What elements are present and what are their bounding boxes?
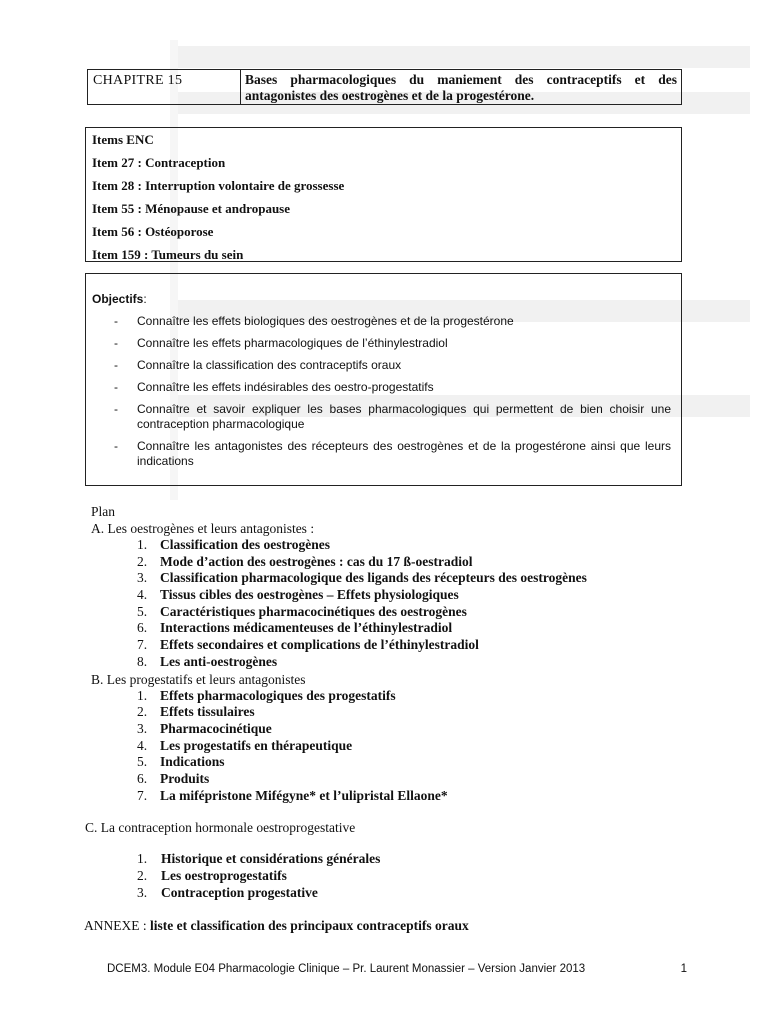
item-line: Item 28 : Interruption volontaire de grossesse bbox=[92, 178, 345, 193]
item-number: 3. bbox=[137, 570, 148, 586]
item-number: 6. bbox=[137, 770, 148, 786]
plan-item bbox=[137, 537, 691, 554]
objective-text: Connaître les antagonistes des récepteurs des oestrogènes et de la progestérone ainsi que leurs indications bbox=[137, 439, 671, 468]
plan-item bbox=[137, 771, 691, 788]
annexe-label: ANNEXE : bbox=[84, 918, 147, 933]
objectives-title bbox=[92, 292, 675, 306]
item-line: Item 27 : Contraception bbox=[92, 155, 226, 170]
item-text: Classification des oestrogènes bbox=[160, 537, 330, 552]
plan-item bbox=[137, 867, 380, 884]
plan-item bbox=[137, 688, 691, 705]
plan-item bbox=[137, 850, 380, 867]
item-text: Effets pharmacologiques des progestatifs bbox=[160, 687, 396, 703]
item-text: Contraception progestative bbox=[161, 885, 318, 900]
item-number: 1. bbox=[137, 687, 148, 703]
objective-item bbox=[92, 439, 675, 469]
bullet-dash: - bbox=[114, 358, 118, 372]
bullet-dash: - bbox=[114, 439, 118, 453]
plan-item bbox=[137, 604, 691, 621]
item-text: Les progestatifs en thérapeutique bbox=[160, 737, 353, 753]
item-text: Les oestroprogestatifs bbox=[161, 868, 287, 883]
page-number: 1 bbox=[680, 963, 687, 975]
objective-text: Connaître les effets biologiques des oestrogènes et de la progestérone bbox=[137, 314, 514, 328]
item-text: Interactions médicamenteuses de l’éthinylestradiol bbox=[160, 620, 453, 636]
item-text: Pharmacocinétique bbox=[160, 720, 272, 736]
footer-text: DCEM3. Module E04 Pharmacologie Clinique – Pr. Laurent Monassier – Version Janvier 2013 bbox=[107, 963, 586, 975]
section-b-list bbox=[91, 688, 691, 805]
objective-text: Connaître les effets pharmacologiques de l’éthinylestradiol bbox=[137, 336, 448, 350]
plan-item bbox=[137, 738, 691, 755]
section-c-list bbox=[137, 850, 380, 901]
item-line: Item 159 : Tumeurs du sein bbox=[92, 247, 244, 262]
plan-item bbox=[137, 704, 691, 721]
item-number: 4. bbox=[137, 737, 148, 753]
objective-item bbox=[92, 402, 675, 432]
item-number: 2. bbox=[137, 868, 148, 883]
objective-item bbox=[92, 358, 675, 373]
page-footer bbox=[107, 963, 687, 975]
items-heading: Items ENC bbox=[92, 132, 154, 147]
plan-item bbox=[137, 721, 691, 738]
bullet-dash: - bbox=[114, 402, 118, 416]
item-number: 6. bbox=[137, 620, 148, 636]
item-number: 7. bbox=[137, 637, 148, 653]
objectives-list bbox=[92, 314, 675, 469]
item-number: 5. bbox=[137, 754, 148, 770]
item-text: Mode d’action des oestrogènes : cas du 17 ß-oestradiol bbox=[160, 553, 473, 569]
plan-item bbox=[137, 554, 691, 571]
plan-item bbox=[137, 654, 691, 671]
objectives-box bbox=[85, 273, 682, 486]
plan-section bbox=[91, 503, 691, 804]
objective-item bbox=[92, 314, 675, 329]
item-number: 2. bbox=[137, 704, 148, 720]
item-text: Tissus cibles des oestrogènes – Effets physiologiques bbox=[160, 587, 459, 603]
item-text: Produits bbox=[160, 770, 210, 786]
items-enc-box bbox=[85, 127, 682, 262]
scan-stripe bbox=[178, 46, 750, 68]
item-number: 2. bbox=[137, 553, 148, 569]
item-number: 3. bbox=[137, 720, 148, 736]
item-line: Item 56 : Ostéoporose bbox=[92, 224, 214, 239]
item-text: Effets secondaires et complications de l’éthinylestradiol bbox=[160, 637, 479, 653]
item-number: 3. bbox=[137, 885, 148, 900]
section-b-heading: B. Les progestatifs et leurs antagonistes bbox=[91, 671, 306, 687]
bullet-dash: - bbox=[114, 314, 118, 328]
plan-item bbox=[137, 620, 691, 637]
item-text: Les anti-oestrogènes bbox=[160, 653, 278, 669]
chapter-label: CHAPITRE 15 bbox=[88, 70, 241, 104]
item-text: Caractéristiques pharmacocinétiques des oestrogènes bbox=[160, 603, 467, 619]
item-number: 4. bbox=[137, 587, 148, 603]
item-text: Classification pharmacologique des ligands des récepteurs des oestrogènes bbox=[160, 570, 587, 586]
chapter-header bbox=[87, 69, 682, 105]
objective-text: Connaître les effets indésirables des oestro-progestatifs bbox=[137, 380, 434, 394]
item-text: Historique et considérations générales bbox=[161, 851, 381, 866]
item-number: 7. bbox=[137, 787, 148, 803]
objective-text: Connaître et savoir expliquer les bases pharmacologiques qui permettent de bien choisir une contraception pharmacologique bbox=[137, 402, 671, 431]
plan-item bbox=[137, 788, 691, 805]
section-a-heading: A. Les oestrogènes et leurs antagonistes : bbox=[91, 521, 315, 536]
item-text: Effets tissulaires bbox=[160, 704, 255, 720]
plan-item bbox=[137, 570, 691, 587]
annexe-text: liste et classification des principaux contraceptifs oraux bbox=[150, 918, 469, 933]
objective-item bbox=[92, 380, 675, 395]
item-number: 8. bbox=[137, 653, 148, 669]
plan-heading: Plan bbox=[91, 504, 116, 519]
plan-item bbox=[137, 637, 691, 654]
item-line: Item 55 : Ménopause et andropause bbox=[92, 201, 291, 216]
objective-text: Connaître la classification des contraceptifs oraux bbox=[137, 358, 402, 372]
objectives-title-text: Objectifs bbox=[92, 292, 144, 306]
plan-item bbox=[137, 754, 691, 771]
section-a-list bbox=[91, 537, 691, 671]
plan-item bbox=[137, 884, 380, 901]
bullet-dash: - bbox=[114, 336, 118, 350]
annexe-line bbox=[84, 918, 469, 934]
objective-item bbox=[92, 336, 675, 351]
item-number: 1. bbox=[137, 537, 148, 552]
section-c-heading: C. La contraception hormonale oestroprogestative bbox=[85, 820, 356, 835]
plan-item bbox=[137, 587, 691, 604]
item-text: La mifépristone Mifégyne* et l’ulipristal Ellaone* bbox=[160, 787, 448, 803]
objectives-title-colon: : bbox=[143, 292, 147, 306]
item-number: 1. bbox=[137, 851, 148, 866]
chapter-title: Bases pharmacologiques du maniement des contraceptifs et des antagonistes des oestrogènes et de la progestérone. bbox=[245, 72, 677, 103]
bullet-dash: - bbox=[114, 380, 118, 394]
item-number: 5. bbox=[137, 603, 148, 619]
item-text: Indications bbox=[160, 754, 225, 770]
